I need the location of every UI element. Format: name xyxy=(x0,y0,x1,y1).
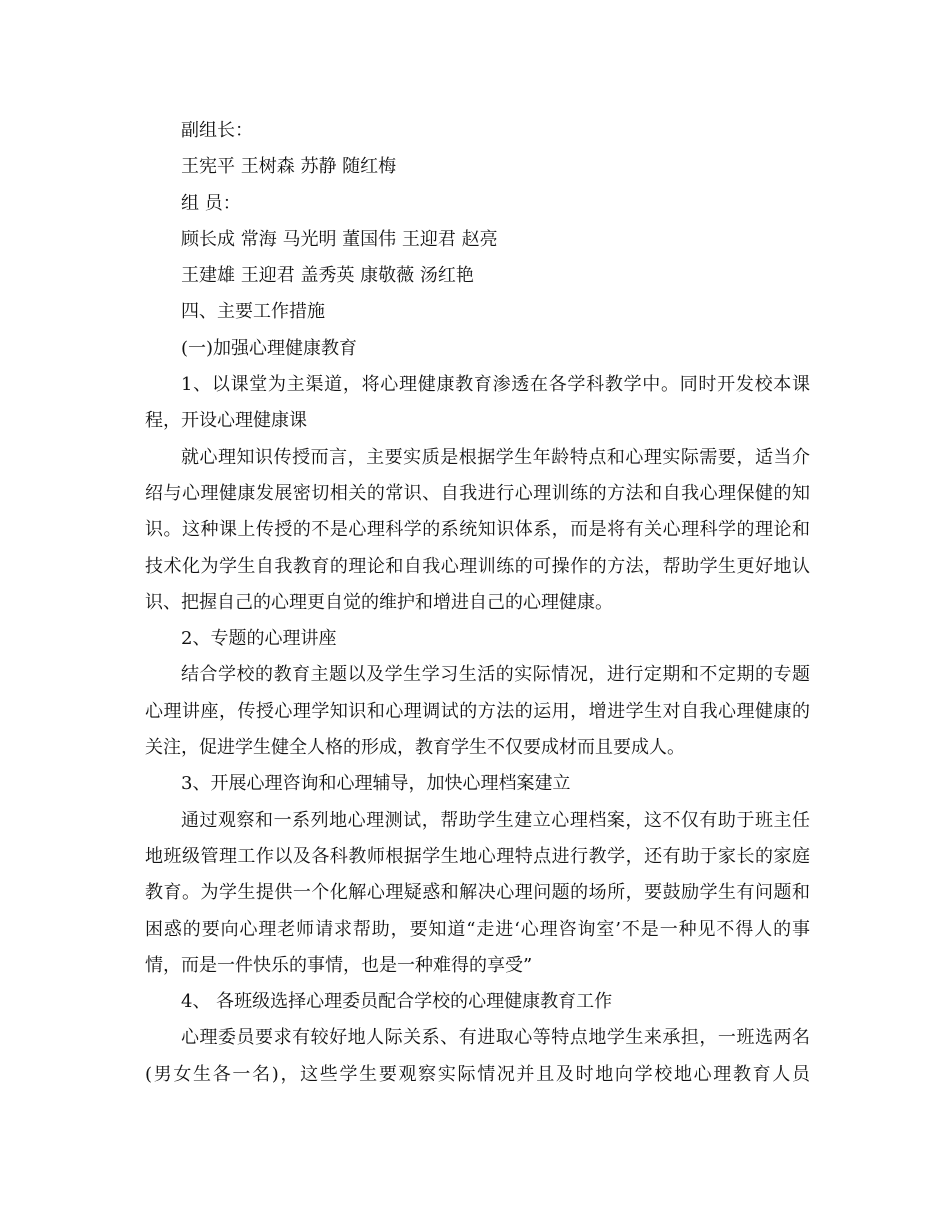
paragraph-members-names-2: 王建雄 王迎君 盖秀英 康敬薇 汤红艳 xyxy=(181,265,474,287)
paragraph-committee: 心理委员要求有较好地人际关系、有进取心等特点地学生来承担，一班选两名(男女生各一名)，这些学生要观察实际情况并且及时地向学校地心理教育人员 xyxy=(145,1027,810,1085)
paragraph-lecture: 结合学校的教育主题以及学生学习生活的实际情况，进行定期和不定期的专题心理讲座，传授心理学知识和心理调试的方法的运用，增进学生对自我心理健康的关注，促进学生健全人格的形成，教育学生不仅要成材而且要成人。 xyxy=(145,664,810,759)
paragraph-item-3: 3、开展心理咨询和心理辅导，加快心理档案建立 xyxy=(181,773,571,795)
section-heading-measures: 四、主要工作措施 xyxy=(181,301,325,323)
paragraph-item-4: 4、 各班级选择心理委员配合学校的心理健康教育工作 xyxy=(181,991,613,1013)
paragraph-knowledge: 就心理知识传授而言，主要实质是根据学生年龄特点和心理实际需要，适当介绍与心理健康发展密切相关的常识、自我进行心理训练的方法和自我心理保健的知识。这种课上传授的不是心理科学的系统知识体系，而是将有关心理科学的理论和技术化为学生自我教育的理论和自我心理训练的可操作的方法，帮助学生更好地认识、把握自己的心理更自觉的维护和增进自己的心理健康。 xyxy=(145,446,810,613)
document-body xyxy=(145,113,810,1093)
paragraph-counseling: 通过观察和一系列地心理测试，帮助学生建立心理档案，这不仅有助于班主任地班级管理工作以及各科教师根据学生地心理特点进行教学，还有助于家长的家庭教育。为学生提供一个化解心理疑惑和解决心理问题的场所，要鼓励学生有问题和困惑的要向心理老师请求帮助，要知道“走进‘心理咨询室’不是一种见不得人的事情，而是一件快乐的事情，也是一种难得的享受” xyxy=(145,809,810,976)
paragraph-item-1: 1、以课堂为主渠道，将心理健康教育渗透在各学科教学中。同时开发校本课程，开设心理健康课 xyxy=(145,374,810,432)
paragraph-members-names-1: 顾长成 常海 马光明 董国伟 王迎君 赵亮 xyxy=(181,228,498,250)
paragraph-members-heading: 组 员： xyxy=(181,192,241,214)
paragraph-vice-leader-names: 王宪平 王树森 苏静 随红梅 xyxy=(181,156,397,178)
paragraph-item-2: 2、专题的心理讲座 xyxy=(181,628,337,650)
subsection-heading-education: (一)加强心理健康教育 xyxy=(181,337,358,359)
paragraph-vice-leader-heading: 副组长： xyxy=(181,120,253,141)
